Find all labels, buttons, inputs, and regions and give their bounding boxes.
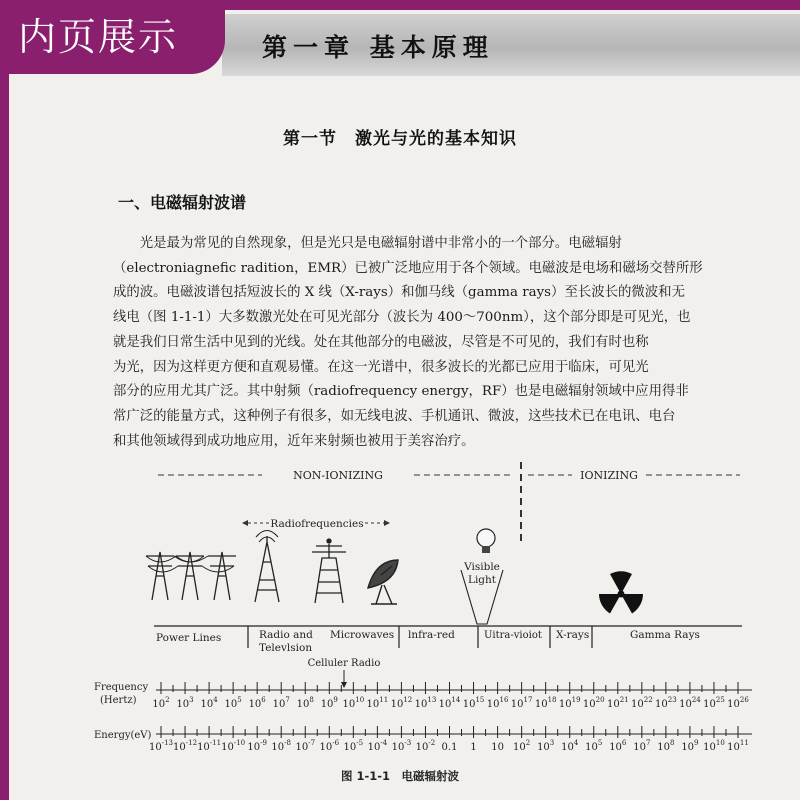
- subheading: 一、电磁辐射波谱: [118, 193, 247, 212]
- band-microwaves: Microwaves: [330, 629, 395, 641]
- paragraph-line: 为光，因为这样更方便和直观易懂。在这一光谱中，很多波长的光都已应用于临床，可见光: [113, 359, 649, 375]
- scale-tick-label: $10^{-13}$: [148, 739, 174, 753]
- radiofrequencies-label: Radiofrequencies: [270, 518, 364, 530]
- scale-tick-label: $10^{23}$: [655, 696, 677, 710]
- scale-tick-label: $10^2$: [152, 696, 170, 710]
- satellite-dish-icon: [368, 560, 398, 604]
- visible-light-label-2: Light: [467, 574, 497, 586]
- scale-tick-label: $10^6$: [609, 739, 627, 753]
- scale-tick-label: $10^6$: [248, 696, 266, 710]
- radiation-icon: [599, 571, 643, 613]
- energy-tick-labels: [149, 739, 749, 753]
- scale-tick-label: $10^8$: [296, 696, 314, 710]
- paragraph-line: 就是我们日常生活中见到的光线。处在其他部分的电磁波，尽管是不可见的，我们有时也称: [113, 334, 649, 350]
- scale-tick-label: $10^{17}$: [510, 696, 533, 710]
- scale-tick-label: $10^2$: [513, 739, 531, 753]
- chapter-title: 第一章 基本原理: [262, 33, 494, 62]
- scale-tick-label: $10^7$: [633, 739, 651, 753]
- band-ultra-violet: Uitra-vioiot: [484, 630, 542, 641]
- frequency-tick-labels: [152, 696, 749, 710]
- scale-tick-label: $10^{-4}$: [367, 739, 388, 753]
- ionizing-label: IONIZING: [580, 469, 638, 482]
- scale-tick-label: $10^{25}$: [703, 696, 725, 710]
- scale-tick-label: $10^{14}$: [438, 696, 461, 710]
- radio-tower-icon: [255, 531, 279, 603]
- cellular-radio-arrowhead: [341, 682, 347, 688]
- paragraph-line: 部分的应用尤其广泛。其中射频（radiofrequency energy，RF）也是电磁辐射领域中应用得非: [113, 384, 689, 400]
- paragraph-line: （electroniagnefic radition，EMR）已被广泛地应用于各个领域。电磁波是电场和磁场交替所形: [113, 260, 703, 276]
- band-radio-tv: Radio and: [259, 629, 313, 641]
- scale-tick-label: $10^{-2}$: [415, 739, 436, 753]
- scale-tick-label: $10^{15}$: [462, 696, 485, 710]
- scale-tick-label: $10^{26}$: [727, 696, 749, 710]
- scale-tick-label: $10^9$: [681, 739, 699, 753]
- scale-tick-label: $10^8$: [657, 739, 675, 753]
- frequency-ticks: [161, 682, 738, 694]
- scale-tick-label: $10^{-10}$: [221, 739, 246, 753]
- paragraph-line: 线电（图 1-1-1）大多数激光处在可见光部分（波长为 400～700nm），这个部分即是可见光，也: [113, 310, 691, 326]
- non-ionizing-label: NON-IONIZING: [293, 469, 383, 482]
- scale-tick-label: $10^3$: [176, 696, 194, 710]
- paragraph-line: 常广泛的能量方式，这种例子有很多，如无线电波、手机通讯、微波，这些技术已在电讯、电台: [113, 408, 676, 424]
- scale-tick-label: $10^{20}$: [582, 696, 605, 710]
- scale-tick-label: $10^{10}$: [703, 739, 725, 753]
- frequency-unit-label: (Hertz): [100, 695, 137, 706]
- energy-ticks: [161, 726, 738, 738]
- scale-tick-label: $10^{16}$: [486, 696, 509, 710]
- rf-arrow-left: [242, 520, 248, 526]
- frequency-label: Frequency: [94, 682, 149, 693]
- power-pylon-icon: [146, 552, 236, 600]
- scale-tick-label: $10^{-5}$: [343, 739, 364, 753]
- scale-tick-label: 1: [470, 742, 477, 753]
- scale-tick-label: 10: [491, 742, 504, 753]
- visible-light-label: Visible: [464, 561, 500, 573]
- scale-tick-label: $10^{-3}$: [391, 739, 412, 753]
- scale-tick-label: $10^{13}$: [414, 696, 437, 710]
- scale-tick-label: $10^{11}$: [727, 739, 749, 753]
- scale-tick-label: $10^{24}$: [679, 696, 701, 710]
- paragraph-line: 光是最为常见的自然现象，但是光只是电磁辐射谱中非常小的一个部分。电磁辐射: [139, 236, 622, 251]
- band-infra-red: lnfra-red: [408, 629, 455, 641]
- scale-tick-label: $10^9$: [320, 696, 338, 710]
- band-gamma-rays: Gamma Rays: [630, 629, 700, 641]
- scale-tick-label: $10^{12}$: [390, 696, 413, 710]
- scale-tick-label: $10^{22}$: [631, 696, 653, 710]
- scale-tick-label: $10^{-7}$: [295, 739, 316, 753]
- paragraph-line: 成的波。电磁波谱包括短波长的 X 线（X-rays）和伽马线（gamma rays）至长波长的微波和无: [113, 285, 685, 301]
- scale-tick-label: $10^{21}$: [606, 696, 629, 710]
- scale-tick-label: $10^{-8}$: [271, 739, 291, 753]
- scale-tick-label: $10^{10}$: [342, 696, 365, 710]
- rf-arrow-right: [384, 520, 390, 526]
- scale-tick-label: $10^5$: [224, 696, 242, 710]
- scale-tick-label: $10^4$: [561, 739, 579, 753]
- scale-tick-label: $10^{-9}$: [247, 739, 267, 753]
- scale-tick-label: $10^{18}$: [534, 696, 557, 710]
- scale-tick-label: $10^{19}$: [558, 696, 581, 710]
- scale-tick-label: $10^{-12}$: [173, 739, 198, 753]
- scale-tick-label: $10^4$: [200, 696, 218, 710]
- scale-tick-label: $10^{11}$: [366, 696, 389, 710]
- figure-caption: 图 1-1-1 电磁辐射波: [340, 769, 460, 783]
- band-power-lines: Power Lines: [156, 632, 222, 644]
- scale-tick-label: $10^{-6}$: [319, 739, 340, 753]
- cell-tower-icon: [312, 539, 346, 603]
- scale-tick-label: $10^{-11}$: [197, 739, 222, 753]
- page-preview-badge: 内页展示: [0, 0, 225, 74]
- cellular-radio-label: Celluler Radio: [307, 658, 381, 669]
- scale-tick-label: $10^7$: [272, 696, 290, 710]
- scale-tick-label: $10^5$: [585, 739, 603, 753]
- scale-tick-label: 0.1: [441, 742, 458, 753]
- band-radio-tv-2: Televlsion: [259, 642, 313, 654]
- energy-label: Energy(eV): [94, 730, 152, 741]
- light-bulb-icon: [477, 529, 495, 553]
- band-x-rays: X-rays: [556, 629, 590, 641]
- section-title: 第一节 激光与光的基本知识: [283, 129, 517, 149]
- scale-tick-label: $10^3$: [537, 739, 555, 753]
- paragraph-line: 和其他领域得到成功地应用，近年来射频也被用于美容治疗。: [113, 433, 475, 449]
